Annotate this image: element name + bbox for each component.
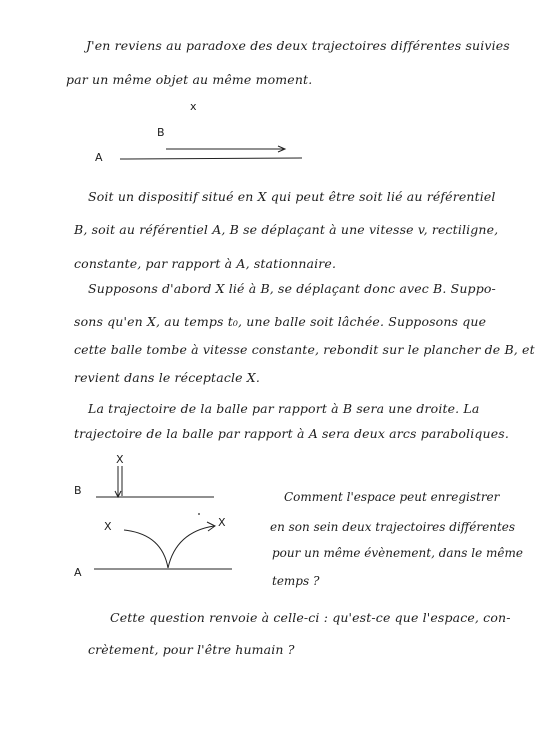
diagram1-label-a: A <box>95 151 103 164</box>
para3-line-2: trajectoire de la balle par rapport à A sera deux arcs paraboliques. <box>74 426 509 441</box>
para2-line-1: Supposons d'abord X lié à B, se déplaçant donc avec B. Suppo- <box>88 281 496 296</box>
diagram2-label-a: A <box>74 566 82 579</box>
diagram2-label-x-left: X <box>104 520 112 533</box>
intro-line-2: par un même objet au même moment. <box>66 72 313 87</box>
question-line-4: temps ? <box>272 574 320 588</box>
dot-mark <box>198 513 200 515</box>
para2-line-2: sons qu'en X, au temps t₀, une balle soit lâchée. Supposons que <box>74 314 487 329</box>
para1-line-2: B, soit au référentiel A, B se déplaçant à une vitesse v, rectiligne, <box>74 222 499 237</box>
para2-line-4: revient dans le réceptacle X. <box>74 370 260 385</box>
diagram1-label-x: x <box>190 100 197 113</box>
diagram2-label-x-top: X <box>116 453 124 466</box>
diagram2-label-x-right: X <box>218 516 226 529</box>
left-parabolic-arc <box>124 530 168 568</box>
closing-line-2: crètement, pour l'être humain ? <box>88 642 295 657</box>
question-line-3: pour un même évènement, dans le même <box>272 546 523 560</box>
right-parabolic-arc <box>168 526 214 568</box>
intro-line-1: J'en reviens au paradoxe des deux trajectoires différentes suivies <box>86 38 510 53</box>
para3-line-1: La trajectoire de la balle par rapport à B sera une droite. La <box>88 401 480 416</box>
diagram2-label-b: B <box>74 484 82 497</box>
diagram1-label-b: B <box>157 126 165 139</box>
para1-line-3: constante, par rapport à A, stationnaire. <box>74 256 337 271</box>
question-line-1: Comment l'espace peut enregistrer <box>284 490 500 504</box>
question-line-2: en son sein deux trajectoires différentes <box>270 520 516 534</box>
para1-line-1: Soit un dispositif situé en X qui peut être soit lié au référentiel <box>88 189 496 204</box>
closing-line-1: Cette question renvoie à celle-ci : qu'est-ce que l'espace, con- <box>110 610 511 625</box>
para2-line-3: cette balle tombe à vitesse constante, rebondit sur le plancher de B, et <box>74 342 535 357</box>
